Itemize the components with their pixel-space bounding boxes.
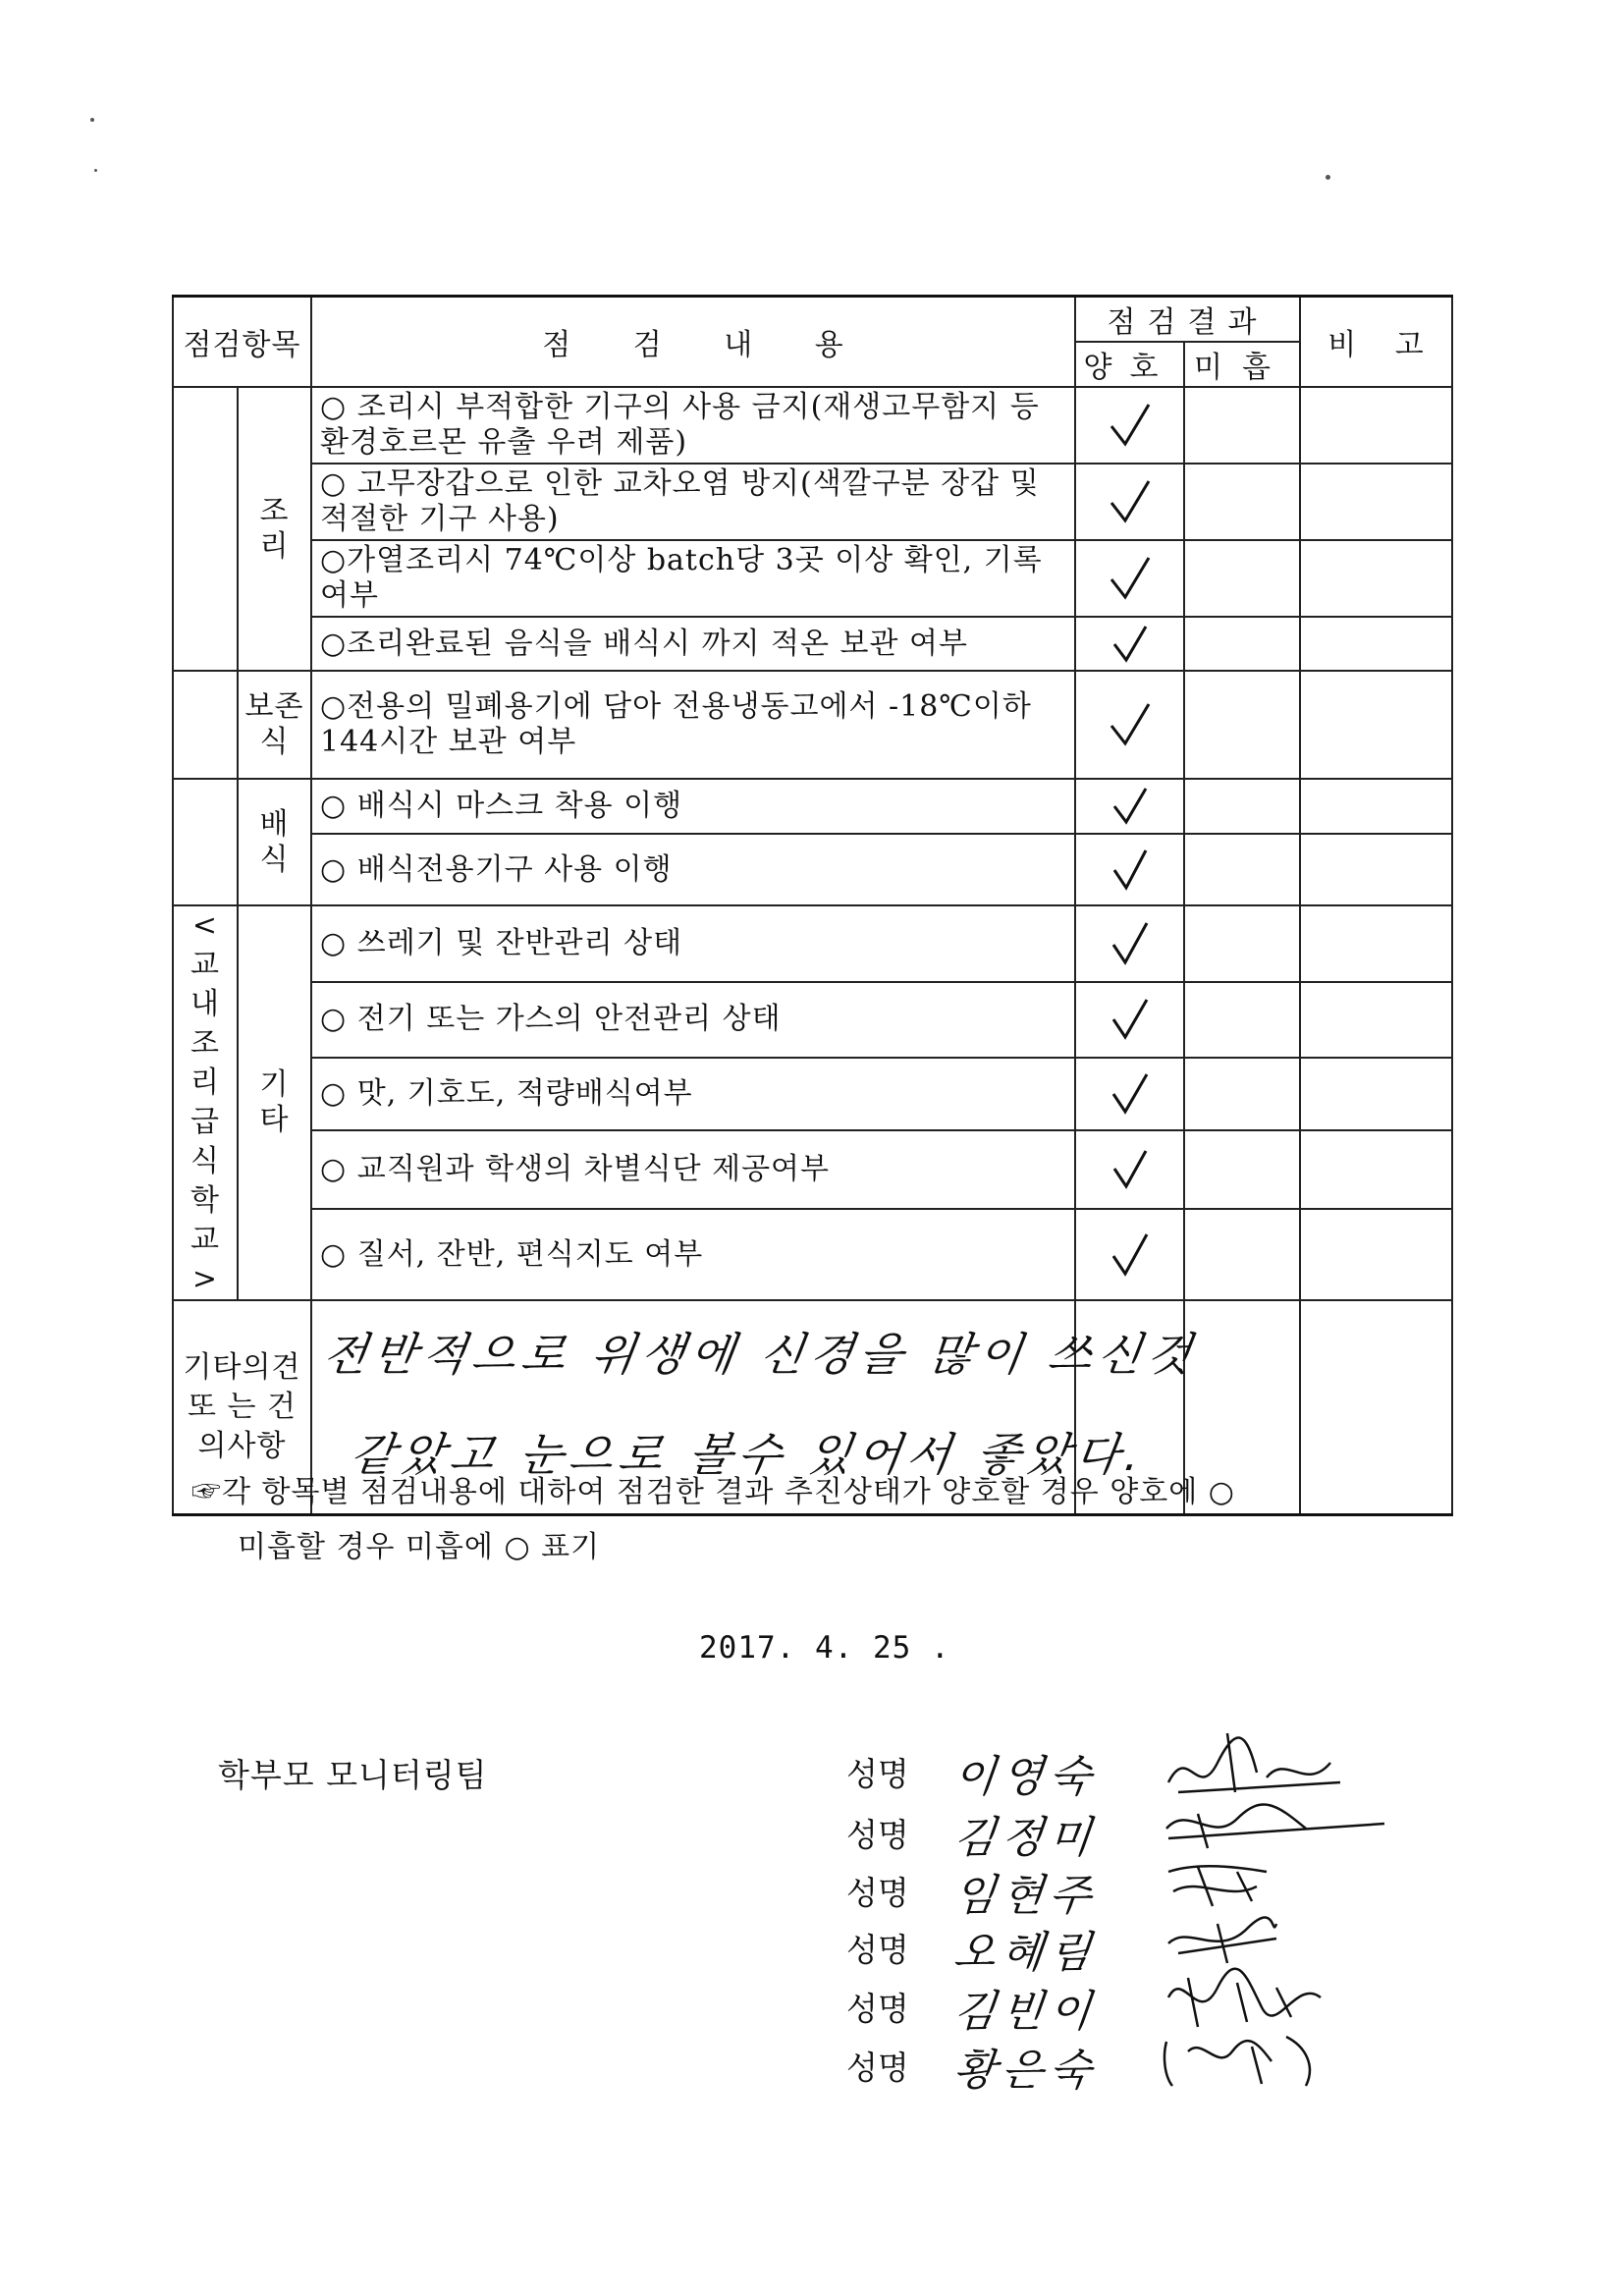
group-preserve-label: 보존식 [244, 689, 304, 759]
handwritten-signature [1159, 2017, 1335, 2096]
check-icon [1108, 554, 1153, 603]
row-poor-mark[interactable] [1184, 834, 1300, 905]
row-good-mark[interactable] [1075, 982, 1184, 1058]
row-content: ○ 질서, 잔반, 편식지도 여부 [311, 1209, 1075, 1300]
group-other-label: 기타 [259, 1067, 290, 1137]
row-content: ○ 맛, 기호도, 적량배식여부 [311, 1058, 1075, 1130]
group-preserve [238, 671, 311, 779]
group-blank [173, 671, 238, 779]
row-content: ○ 쓰레기 및 잔반관리 상태 [311, 905, 1075, 982]
row-poor-mark[interactable] [1184, 671, 1300, 779]
row-remark [1300, 671, 1452, 779]
memo-remark [1300, 1300, 1452, 1514]
header-poor: 미흡 [1184, 342, 1300, 387]
check-icon [1110, 1232, 1151, 1278]
row-remark [1300, 1058, 1452, 1130]
group-other [238, 905, 311, 1300]
row-good-mark[interactable] [1075, 671, 1184, 779]
header-content: 점 검 내 용 [311, 297, 1075, 388]
signature-row [846, 2035, 1396, 2094]
signature-label: 성명 [846, 2049, 909, 2087]
check-icon [1108, 700, 1153, 749]
signature-name: 이영숙 [950, 1752, 1100, 1802]
signature-label: 성명 [846, 1931, 909, 1969]
row-poor-mark[interactable] [1184, 617, 1300, 671]
group-blank [173, 779, 238, 905]
memo-label: 기타의견 또 는 건의사항 [183, 1349, 301, 1463]
row-content: ○조리완료된 음식을 배식시 까지 적온 보관 여부 [311, 617, 1075, 671]
row-poor-mark[interactable] [1184, 540, 1300, 617]
row-poor-mark[interactable] [1184, 1130, 1300, 1209]
signature-name: 황은숙 [950, 2046, 1100, 2096]
header-item: 점검항목 [173, 297, 311, 388]
check-icon [1110, 998, 1151, 1041]
signature-name: 오혜림 [950, 1928, 1100, 1978]
check-icon [1110, 625, 1150, 664]
row-good-mark[interactable] [1075, 905, 1184, 982]
row-remark [1300, 540, 1452, 617]
row-remark [1300, 387, 1452, 464]
signature-name: 김정미 [950, 1813, 1100, 1863]
row-remark [1300, 617, 1452, 671]
row-remark [1300, 1209, 1452, 1300]
check-icon [1108, 477, 1153, 526]
row-poor-mark[interactable] [1184, 905, 1300, 982]
row-good-mark[interactable] [1075, 834, 1184, 905]
row-poor-mark[interactable] [1184, 1058, 1300, 1130]
row-good-mark[interactable] [1075, 540, 1184, 617]
row-good-mark[interactable] [1075, 779, 1184, 834]
group-school-label: <교내조리급식학교> [190, 908, 220, 1296]
row-remark [1300, 905, 1452, 982]
row-good-mark[interactable] [1075, 1058, 1184, 1130]
group-cooking-label: 조리 [259, 493, 290, 564]
scan-speck [94, 169, 97, 172]
group-blank [173, 387, 238, 671]
row-remark [1300, 464, 1452, 540]
row-poor-mark[interactable] [1184, 779, 1300, 834]
inspection-table [172, 295, 1453, 1516]
signature-row [846, 1802, 1396, 1861]
row-poor-mark[interactable] [1184, 464, 1300, 540]
row-good-mark[interactable] [1075, 464, 1184, 540]
scan-speck [90, 118, 94, 122]
check-icon [1110, 848, 1150, 892]
row-good-mark[interactable] [1075, 617, 1184, 671]
signature-label: 성명 [846, 1874, 909, 1912]
signature-label: 성명 [846, 1816, 909, 1854]
check-icon [1110, 1149, 1150, 1190]
inspection-date: 2017. 4. 25 . [699, 1630, 950, 1666]
row-good-mark[interactable] [1075, 387, 1184, 464]
row-content: ○가열조리시 74℃이상 batch당 3곳 이상 확인, 기록 여부 [311, 540, 1075, 617]
row-remark [1300, 982, 1452, 1058]
row-content: ○ 교직원과 학생의 차별식단 제공여부 [311, 1130, 1075, 1209]
row-good-mark[interactable] [1075, 1130, 1184, 1209]
signature-label: 성명 [846, 1755, 909, 1793]
group-serving [238, 779, 311, 905]
row-content: ○ 조리시 부적합한 기구의 사용 금지(재생고무함지 등 환경호르몬 유출 우려 제품) [311, 387, 1075, 464]
group-cooking [238, 387, 311, 671]
team-name: 학부모 모니터링팀 [218, 1756, 488, 1794]
signature-name: 김빈이 [950, 1987, 1100, 2037]
row-remark [1300, 1130, 1452, 1209]
row-content: ○ 고무장갑으로 인한 교차오염 방지(색깔구분 장갑 및 적절한 기구 사용) [311, 464, 1075, 540]
check-icon [1110, 921, 1151, 966]
memo-line-1: 전반적으로 위생에 신경을 많이 쓰신것 [319, 1328, 1201, 1381]
scan-speck [1326, 175, 1330, 180]
header-remark: 비 고 [1300, 297, 1452, 388]
signature-name: 임현주 [950, 1871, 1100, 1921]
row-content: ○ 전기 또는 가스의 안전관리 상태 [311, 982, 1075, 1058]
memo-line-2: 같았고 눈으로 볼수 있어서 좋았다. [347, 1428, 1150, 1481]
row-remark [1300, 779, 1452, 834]
check-icon [1108, 401, 1153, 450]
footnote-line-1: ☞각 항목별 점검내용에 대하여 점검한 결과 추진상태가 양호할 경우 양호에 ○ [191, 1475, 1235, 1509]
row-poor-mark[interactable] [1184, 982, 1300, 1058]
header-good: 양호 [1075, 342, 1184, 387]
group-school [173, 905, 238, 1300]
row-content: ○전용의 밀폐용기에 담아 전용냉동고에서 -18℃이하 144시간 보관 여부 [311, 671, 1075, 779]
row-content: ○ 배식전용기구 사용 이행 [311, 834, 1075, 905]
group-serving-label: 배식 [259, 806, 290, 877]
row-good-mark[interactable] [1075, 1209, 1184, 1300]
row-poor-mark[interactable] [1184, 1209, 1300, 1300]
footnote-line-2: 미흡할 경우 미흡에 ○ 표기 [238, 1530, 601, 1564]
signature-label: 성명 [846, 1990, 909, 2028]
check-icon [1110, 787, 1150, 826]
row-remark [1300, 834, 1452, 905]
signature-row [846, 1860, 1396, 1919]
header-result: 점검결과 [1075, 297, 1300, 343]
row-poor-mark[interactable] [1184, 387, 1300, 464]
row-content: ○ 배식시 마스크 착용 이행 [311, 779, 1075, 834]
check-icon [1110, 1072, 1151, 1116]
